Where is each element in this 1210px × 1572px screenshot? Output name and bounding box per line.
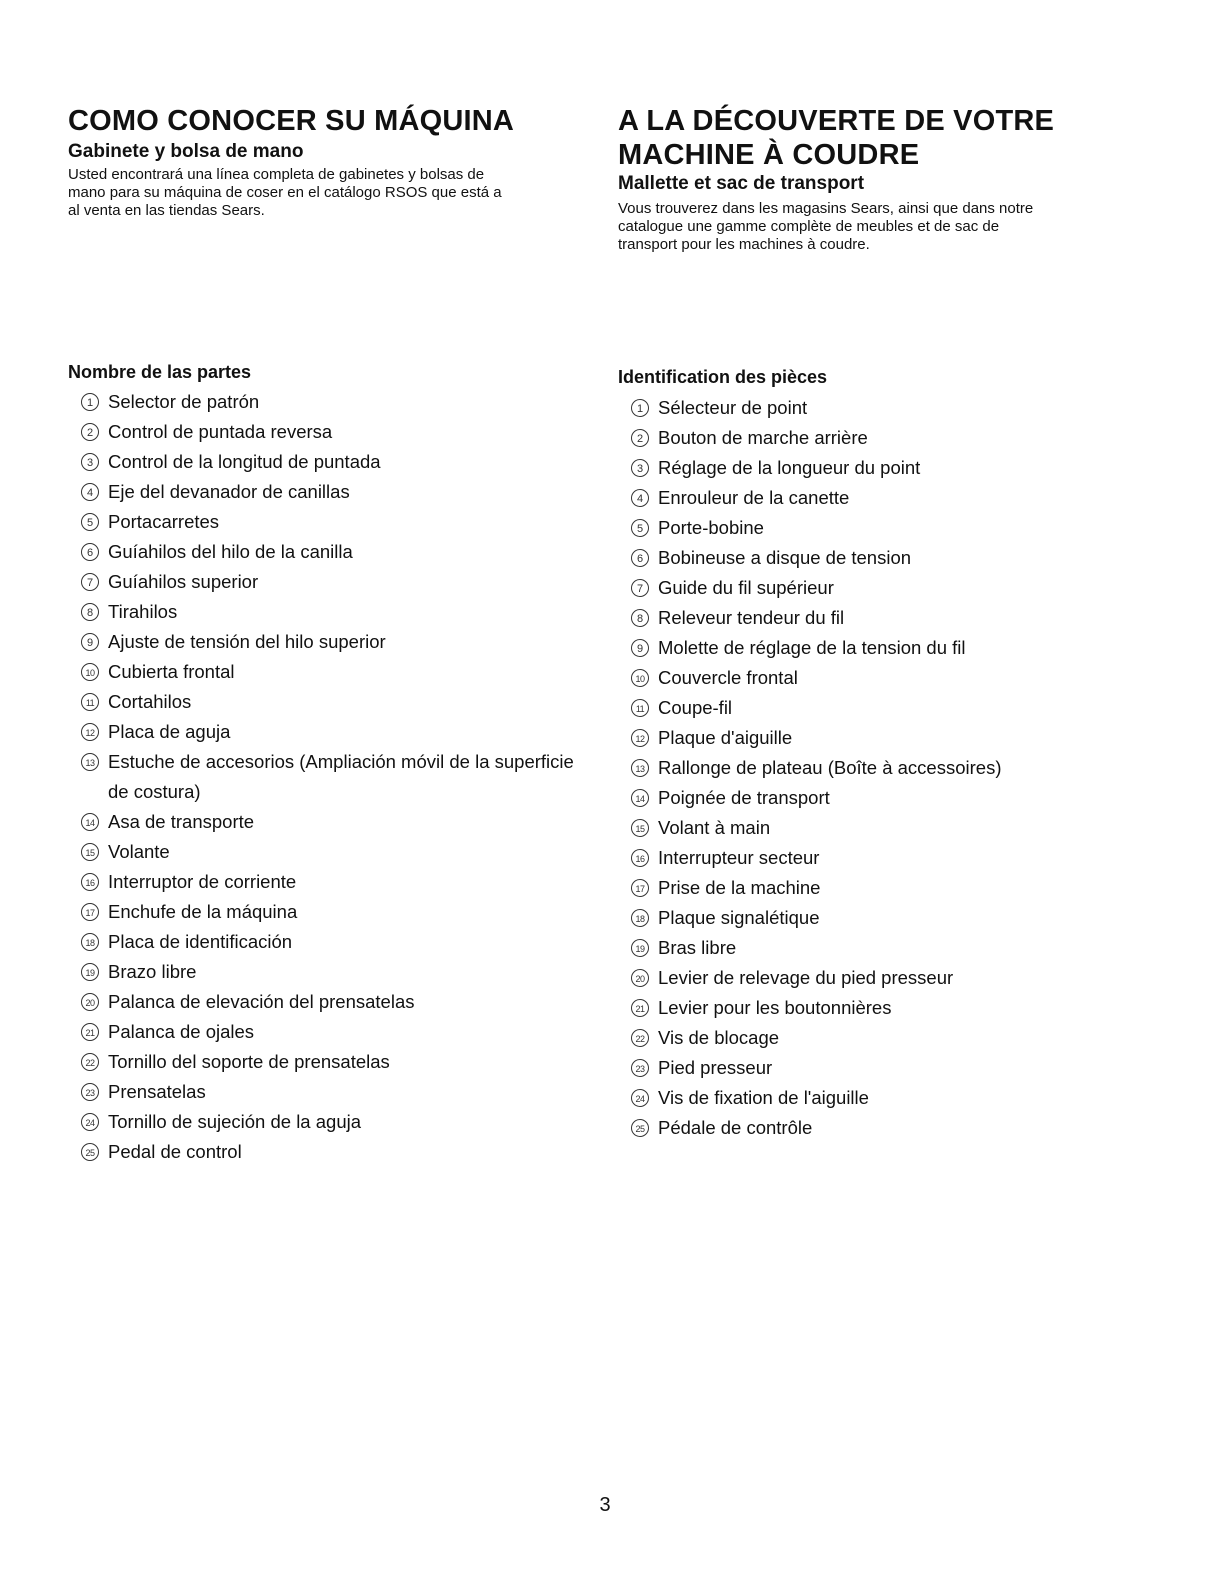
- part-number-badge: 18: [631, 909, 649, 927]
- part-number-badge: 14: [631, 789, 649, 807]
- part-item: [68, 927, 613, 957]
- part-item: [618, 1023, 1138, 1053]
- part-item: [618, 933, 1138, 963]
- part-number-badge: 20: [631, 969, 649, 987]
- part-item: [68, 867, 613, 897]
- intro-line: Usted encontrará una línea completa de gabinetes y bolsas de: [68, 166, 485, 183]
- part-label: Interruptor de corriente: [108, 871, 297, 892]
- part-item: [618, 393, 1138, 423]
- part-label: Estuche de accesorios (Ampliación móvil de la superficie: [108, 751, 574, 772]
- part-number-badge: 14: [81, 813, 99, 831]
- part-number-badge: 25: [631, 1119, 649, 1137]
- part-number-badge: 21: [81, 1023, 99, 1041]
- part-label: Enchufe de la máquina: [108, 901, 298, 922]
- part-label: Tornillo del soporte de prensatelas: [108, 1051, 390, 1072]
- part-item: [68, 987, 613, 1017]
- part-number-badge: 7: [81, 573, 99, 591]
- part-label: Enrouleur de la canette: [658, 487, 850, 508]
- part-number-badge: 17: [81, 903, 99, 921]
- part-item: [68, 1017, 613, 1047]
- part-label: Prensatelas: [108, 1081, 206, 1102]
- part-number-badge: 2: [631, 429, 649, 447]
- part-number-badge: 4: [631, 489, 649, 507]
- part-item: [618, 843, 1138, 873]
- part-label: Cortahilos: [108, 691, 192, 712]
- part-item: [68, 837, 613, 867]
- part-label: Levier de relevage du pied presseur: [658, 967, 954, 988]
- part-label: Volant à main: [658, 817, 771, 838]
- part-item: [68, 957, 613, 987]
- part-number-badge: 8: [631, 609, 649, 627]
- intro-line: mano para su máquina de coser en el catálogo RSOS que está a: [68, 184, 502, 201]
- part-item: [68, 627, 613, 657]
- part-item: [618, 723, 1138, 753]
- part-label: Plaque d'aiguille: [658, 727, 793, 748]
- part-label: Control de la longitud de puntada: [108, 451, 381, 472]
- part-label: Portacarretes: [108, 511, 220, 532]
- part-label: Bobineuse a disque de tension: [658, 547, 912, 568]
- part-number-badge: 8: [81, 603, 99, 621]
- part-item: [618, 483, 1138, 513]
- part-label: Porte-bobine: [658, 517, 764, 538]
- part-number-badge: 3: [81, 453, 99, 471]
- part-number-badge: 20: [81, 993, 99, 1011]
- french-title: [618, 104, 1054, 172]
- part-number-badge: 7: [631, 579, 649, 597]
- part-label: Vis de fixation de l'aiguille: [658, 1087, 869, 1108]
- part-number-badge: 15: [631, 819, 649, 837]
- part-number-badge: 23: [81, 1083, 99, 1101]
- part-label: Plaque signalétique: [658, 907, 820, 928]
- part-label: Guíahilos superior: [108, 571, 259, 592]
- part-item: [68, 447, 613, 477]
- part-item: [618, 1083, 1138, 1113]
- part-label: Eje del devanador de canillas: [108, 481, 350, 502]
- part-label: Guide du fil supérieur: [658, 577, 834, 598]
- part-label: Palanca de ojales: [108, 1021, 255, 1042]
- part-label: Placa de aguja: [108, 721, 231, 742]
- part-item: [68, 477, 613, 507]
- part-number-badge: 9: [81, 633, 99, 651]
- part-number-badge: 11: [81, 693, 99, 711]
- spanish-parts-heading: Nombre de las partes: [68, 362, 252, 382]
- part-number-badge: 13: [631, 759, 649, 777]
- part-item: [618, 543, 1138, 573]
- part-number-badge: 2: [81, 423, 99, 441]
- french-intro: [618, 200, 1033, 254]
- part-number-badge: 5: [631, 519, 649, 537]
- part-number-badge: 5: [81, 513, 99, 531]
- part-number-badge: 6: [631, 549, 649, 567]
- part-number-badge: 13: [81, 753, 99, 771]
- part-label: Cubierta frontal: [108, 661, 235, 682]
- part-number-badge: 1: [631, 399, 649, 417]
- part-item: [618, 873, 1138, 903]
- part-label: Molette de réglage de la tension du fil: [658, 637, 966, 658]
- french-title-line: A LA DÉCOUVERTE DE VOTRE: [618, 105, 1055, 137]
- part-number-badge: 21: [631, 999, 649, 1017]
- part-number-badge: 4: [81, 483, 99, 501]
- part-label: Guíahilos del hilo de la canilla: [108, 541, 353, 562]
- part-label: Control de puntada reversa: [108, 421, 333, 442]
- part-label: Tirahilos: [108, 601, 178, 622]
- part-item: [68, 387, 613, 417]
- part-number-badge: 19: [631, 939, 649, 957]
- part-label: Couvercle frontal: [658, 667, 798, 688]
- part-item: [68, 687, 613, 717]
- part-label: Levier pour les boutonnières: [658, 997, 892, 1018]
- part-item: [618, 1053, 1138, 1083]
- part-item: [68, 1107, 613, 1137]
- part-number-badge: 1: [81, 393, 99, 411]
- part-label: Prise de la machine: [658, 877, 821, 898]
- part-item: [618, 633, 1138, 663]
- part-item: [618, 903, 1138, 933]
- part-number-badge: 16: [81, 873, 99, 891]
- part-item: [68, 567, 613, 597]
- part-number-badge: 6: [81, 543, 99, 561]
- part-item: [618, 603, 1138, 633]
- part-number-badge: 16: [631, 849, 649, 867]
- part-item: [618, 813, 1138, 843]
- part-label: Vis de blocage: [658, 1027, 780, 1048]
- intro-line: al venta en las tiendas Sears.: [68, 202, 265, 219]
- spanish-title: COMO CONOCER SU MÁQUINA: [68, 105, 515, 137]
- spanish-parts-list: [68, 387, 613, 1167]
- part-number-badge: 23: [631, 1059, 649, 1077]
- part-item: [68, 417, 613, 447]
- part-label: Ajuste de tensión del hilo superior: [108, 631, 386, 652]
- part-label: Pedal de control: [108, 1141, 242, 1162]
- intro-line: transport pour les machines à coudre.: [618, 236, 870, 253]
- part-item: [68, 1137, 613, 1167]
- part-number-badge: 9: [631, 639, 649, 657]
- intro-line: Vous trouverez dans les magasins Sears, ainsi que dans notre: [618, 200, 1034, 217]
- part-item: [618, 783, 1138, 813]
- part-number-badge: 25: [81, 1143, 99, 1161]
- part-item: [618, 1113, 1138, 1143]
- part-item: [68, 717, 613, 747]
- part-item: [618, 573, 1138, 603]
- part-label-continuation: de costura): [108, 781, 201, 802]
- part-label: Coupe-fil: [658, 697, 733, 718]
- part-label: Poignée de transport: [658, 787, 830, 808]
- part-label: Bouton de marche arrière: [658, 427, 868, 448]
- page-number: 3: [599, 1494, 611, 1516]
- part-number-badge: 3: [631, 459, 649, 477]
- part-item: [618, 663, 1138, 693]
- french-parts-list: [618, 393, 1138, 1143]
- part-label: Volante: [108, 841, 170, 862]
- part-item: [618, 993, 1138, 1023]
- part-item: [68, 597, 613, 627]
- part-label: Releveur tendeur du fil: [658, 607, 845, 628]
- part-label: Pédale de contrôle: [658, 1117, 813, 1138]
- part-label: Interrupteur secteur: [658, 847, 820, 868]
- part-number-badge: 24: [631, 1089, 649, 1107]
- spanish-subtitle: Gabinete y bolsa de mano: [68, 141, 304, 162]
- part-item: [618, 453, 1138, 483]
- part-number-badge: 12: [631, 729, 649, 747]
- part-number-badge: 12: [81, 723, 99, 741]
- part-label: Selector de patrón: [108, 391, 260, 412]
- french-subtitle: Mallette et sac de transport: [618, 173, 865, 194]
- part-item: [618, 513, 1138, 543]
- part-item: [68, 897, 613, 927]
- french-parts-heading: Identification des pièces: [618, 367, 828, 387]
- part-item: [618, 423, 1138, 453]
- part-item: [68, 747, 613, 807]
- part-number-badge: 19: [81, 963, 99, 981]
- spanish-intro: [68, 166, 502, 220]
- part-number-badge: 10: [81, 663, 99, 681]
- part-number-badge: 24: [81, 1113, 99, 1131]
- french-title-line: MACHINE À COUDRE: [618, 139, 920, 171]
- part-label: Asa de transporte: [108, 811, 255, 832]
- part-item: [68, 537, 613, 567]
- part-item: [68, 657, 613, 687]
- part-number-badge: 22: [631, 1029, 649, 1047]
- part-item: [68, 1077, 613, 1107]
- part-label: Tornillo de sujeción de la aguja: [108, 1111, 362, 1132]
- part-item: [68, 507, 613, 537]
- part-label: Palanca de elevación del prensatelas: [108, 991, 415, 1012]
- part-number-badge: 11: [631, 699, 649, 717]
- part-label: Pied presseur: [658, 1057, 773, 1078]
- part-number-badge: 18: [81, 933, 99, 951]
- part-item: [68, 1047, 613, 1077]
- part-number-badge: 22: [81, 1053, 99, 1071]
- part-number-badge: 17: [631, 879, 649, 897]
- part-label: Sélecteur de point: [658, 397, 808, 418]
- intro-line: catalogue une gamme complète de meubles et de sac de: [618, 218, 1000, 235]
- part-item: [618, 963, 1138, 993]
- part-label: Rallonge de plateau (Boîte à accessoires): [658, 757, 1002, 778]
- part-number-badge: 15: [81, 843, 99, 861]
- part-label: Réglage de la longueur du point: [658, 457, 921, 478]
- part-label: Bras libre: [658, 937, 737, 958]
- part-item: [618, 753, 1138, 783]
- part-label: Placa de identificación: [108, 931, 293, 952]
- part-item: [68, 807, 613, 837]
- part-item: [618, 693, 1138, 723]
- part-label: Brazo libre: [108, 961, 197, 982]
- part-number-badge: 10: [631, 669, 649, 687]
